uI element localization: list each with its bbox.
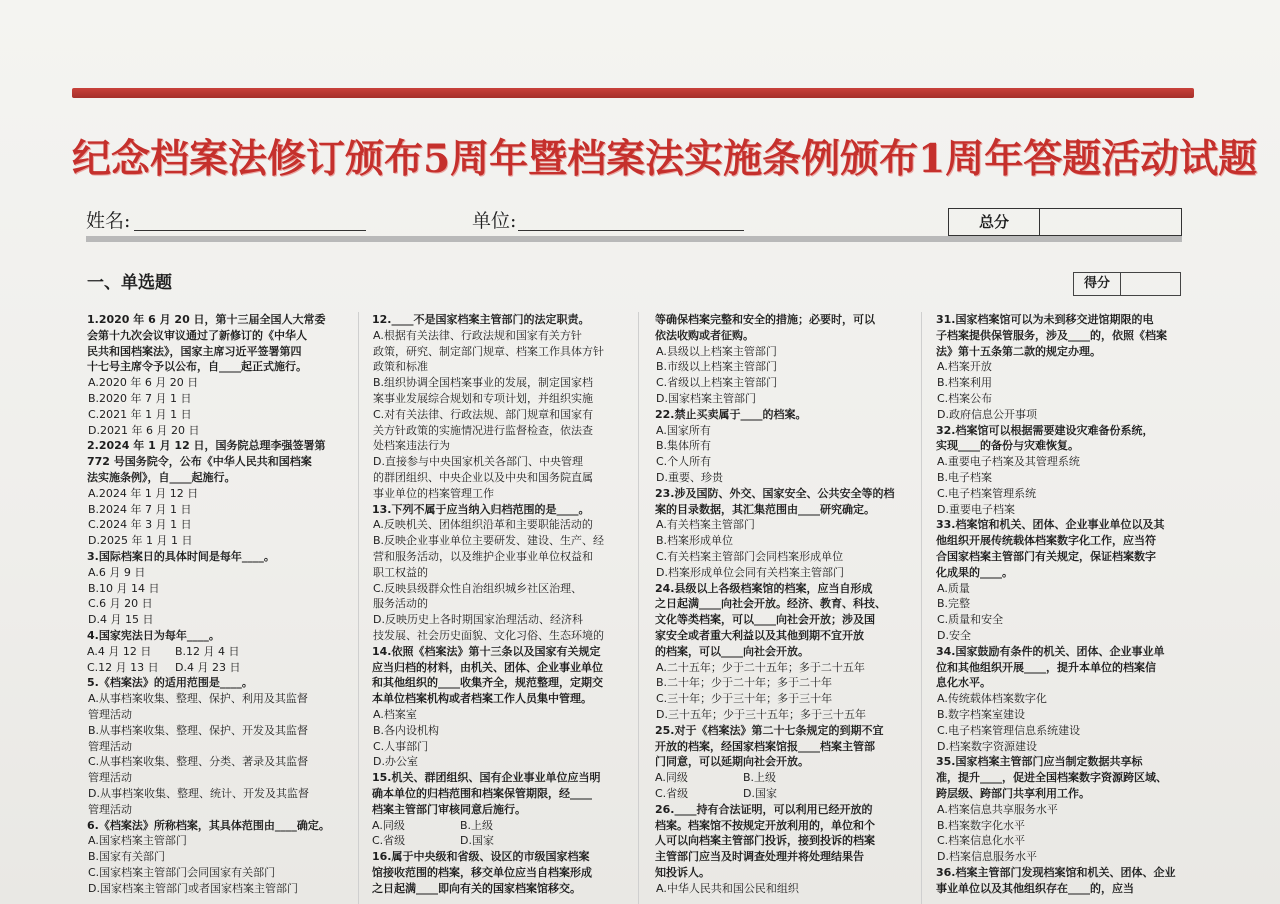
option-line: C.2024 年 3 月 1 日 — [88, 518, 192, 532]
column-divider — [921, 312, 922, 904]
option-line: A.传统载体档案数字化 — [937, 692, 1047, 706]
option-line: D.国家 — [743, 786, 777, 800]
question-line: 合国家档案主管部门有关规定，保证档案数字 — [936, 549, 1156, 563]
question-line: 馆接收范围的档案，移交单位应当自档案形成 — [372, 865, 592, 879]
option-line: 技发展、社会历史面貌、文化习俗、生态环境的 — [373, 628, 604, 642]
option-line: A.国家档案主管部门 — [88, 834, 187, 848]
question-line: 12.____不是国家档案主管部门的法定职责。 — [372, 313, 590, 326]
option-line: A.国家所有 — [656, 423, 711, 437]
option-line: D.三十五年；少于三十五年；多于三十五年 — [656, 707, 866, 721]
option-line: D.政府信息公开事项 — [937, 407, 1037, 421]
option-line: B.组织协调全国档案事业的发展，制定国家档 — [373, 376, 594, 390]
question-line: 772 号国务院令，公布《中华人民共和国档案 — [87, 455, 312, 469]
option-line: D.2025 年 1 月 1 日 — [88, 534, 193, 548]
option-line: A.档案开放 — [937, 360, 992, 374]
option-line: 服务活动的 — [373, 597, 428, 611]
question-line: 人可以向档案主管部门投诉，接到投诉的档案 — [655, 834, 875, 848]
option-line: A.质量 — [937, 581, 970, 595]
option-line: C.省级 — [372, 834, 406, 848]
option-line: B.反映企业事业单位主要研发、建设、生产、经 — [373, 534, 605, 548]
question-line: 位和其他组织开展____，提升本单位的档案信 — [936, 660, 1156, 674]
option-line: C.个人所有 — [656, 455, 712, 469]
question-line: 等确保档案完整和安全的措施；必要时，可以 — [655, 313, 875, 326]
option-line: C.从事档案收集、整理、分类、著录及其监督 — [88, 755, 309, 769]
option-line: 管理活动 — [88, 802, 132, 816]
option-line: D.2021 年 6 月 20 日 — [88, 423, 200, 437]
option-line: C.质量和安全 — [937, 613, 1004, 627]
option-line: B.完整 — [937, 597, 971, 611]
option-line: C.人事部门 — [373, 739, 429, 753]
option-line: C.档案信息化水平 — [937, 834, 1026, 848]
question-line: 门同意，可以延期向社会开放。 — [655, 755, 809, 769]
question-line: 案的目录数据，其汇集范围由____研究确定。 — [655, 502, 875, 516]
question-line: 1.2020 年 6 月 20 日，第十三届全国人大常委 — [87, 313, 326, 326]
header-divider — [86, 236, 1182, 242]
option-line: C.省级 — [655, 786, 689, 800]
option-line: B.10 月 14 日 — [88, 581, 160, 595]
option-line: C.反映县级群众性自治组织城乡社区治理、 — [373, 581, 583, 595]
question-line: 4.国家宪法日为每年____。 — [87, 628, 220, 642]
question-line: 民共和国档案法》，国家主席习近平签署第四 — [87, 344, 302, 358]
question-line: 化成果的____。 — [936, 565, 1013, 579]
option-line: D.反映历史上各时期国家治理活动、经济科 — [373, 613, 583, 627]
header-red-bar — [72, 88, 1194, 98]
option-line: A.二十五年；少于二十五年；多于二十五年 — [656, 660, 865, 674]
option-line: 营和服务活动，以及维护企业事业单位权益和 — [373, 549, 593, 563]
question-line: 15.机关、群团组织、国有企业事业单位应当明 — [372, 771, 601, 785]
option-line: A.根据有关法律、行政法规和国家有关方针 — [373, 328, 582, 342]
option-line: B.国家有关部门 — [88, 850, 166, 864]
question-line: 5.《档案法》的适用范围是____。 — [87, 676, 253, 690]
option-line: D.重要电子档案 — [937, 502, 1015, 516]
option-line: A.6 月 9 日 — [88, 565, 146, 579]
question-line: 文化等类档案，可以____向社会开放；涉及国 — [655, 613, 875, 627]
question-line: 22.禁止买卖属于____的档案。 — [655, 407, 807, 421]
question-column-1 — [87, 312, 345, 904]
question-line: 开放的档案，经国家档案馆报____档案主管部 — [655, 739, 875, 753]
question-line: 事业单位以及其他组织存在____的，应当 — [936, 881, 1134, 895]
name-label: 姓名: — [86, 210, 131, 232]
option-line: 管理活动 — [88, 771, 132, 785]
question-line: 33.档案馆和机关、团体、企业事业单位以及其 — [936, 518, 1165, 532]
option-line: B.市级以上档案主管部门 — [656, 360, 778, 374]
question-line: 准，提升____，促进全国档案数字资源跨区域、 — [936, 771, 1167, 785]
option-line: B.电子档案 — [937, 470, 993, 484]
option-line: C.有关档案主管部门会同档案形成单位 — [656, 549, 844, 563]
option-line: B.上级 — [460, 818, 494, 832]
option-line: A.重要电子档案及其管理系统 — [937, 455, 1080, 469]
option-line: A.2024 年 1 月 12 日 — [88, 486, 199, 500]
option-pair — [372, 833, 624, 849]
column-divider — [358, 312, 359, 904]
option-line: 政策，研究、制定部门规章、档案工作具体方针 — [373, 344, 604, 358]
option-line: C.三十年；少于三十年；多于三十年 — [656, 692, 833, 706]
option-pair — [655, 786, 911, 802]
option-line: B.12 月 4 日 — [175, 644, 240, 658]
option-line: A.4 月 12 日 — [87, 644, 152, 658]
question-line: 16.属于中央级和省级、设区的市级国家档案 — [372, 850, 590, 864]
question-line: 本单位档案机构或者档案工作人员集中管理。 — [372, 692, 592, 706]
question-line: 6.《档案法》所称档案，其具体范围由____确定。 — [87, 818, 330, 832]
option-line: C.省级以上档案主管部门 — [656, 376, 778, 390]
option-line: B.各内设机构 — [373, 723, 440, 737]
question-line: 家安全或者重大利益以及其他到期不宜开放 — [655, 628, 864, 642]
option-line: C.对有关法律、行政法规、部门规章和国家有 — [373, 407, 594, 421]
option-line: 职工权益的 — [373, 565, 428, 579]
option-line: D.国家 — [460, 834, 494, 848]
question-line: 他组织开展传统载体档案数字化工作，应当符 — [936, 534, 1156, 548]
option-line: C.2021 年 1 月 1 日 — [88, 407, 192, 421]
option-line: D.办公室 — [373, 755, 418, 769]
option-line: D.从事档案收集、整理、统计、开发及其监督 — [88, 786, 309, 800]
option-line: B.2024 年 7 月 1 日 — [88, 502, 192, 516]
option-line: D.重要、珍贵 — [656, 470, 723, 484]
unit-label: 单位: — [472, 210, 517, 232]
option-line: B.档案数字化水平 — [937, 818, 1026, 832]
unit-field-line[interactable] — [518, 230, 744, 231]
option-pair — [87, 660, 345, 676]
option-line: D.国家档案主管部门 — [656, 391, 756, 405]
option-line: B.档案利用 — [937, 376, 993, 390]
question-line: 23.涉及国防、外交、国家安全、公共安全等的档 — [655, 486, 895, 500]
option-line: C.国家档案主管部门会同国家有关部门 — [88, 865, 276, 879]
option-line: B.数字档案室建设 — [937, 707, 1026, 721]
question-line: 35.国家档案主管部门应当制定数据共享标 — [936, 755, 1143, 769]
question-line: 主管部门应当及时调查处理并将处理结果告 — [655, 850, 864, 864]
question-line: 子档案提供保管服务，涉及____的，依照《档案 — [936, 328, 1167, 342]
total-score-box — [948, 208, 1182, 236]
option-line: 事业单位的档案管理工作 — [373, 486, 494, 500]
option-line: D.国家档案主管部门或者国家档案主管部门 — [88, 881, 298, 895]
option-line: D.4 月 15 日 — [88, 613, 154, 627]
option-line: A.反映机关、团体组织沿革和主要职能活动的 — [373, 518, 593, 532]
option-line: 政策和标准 — [373, 360, 428, 374]
question-column-4 — [936, 312, 1200, 904]
option-line: B.上级 — [743, 771, 777, 785]
section-score-box — [1073, 272, 1181, 296]
question-line: 应当归档的材料，由机关、团体、企业事业单位 — [372, 660, 603, 674]
question-line: 13.下列不属于应当纳入归档范围的是____。 — [372, 502, 590, 516]
question-line: 32.档案馆可以根据需要建设灾难备份系统， — [936, 423, 1154, 437]
question-line: 25.对于《档案法》第二十七条规定的到期不宜 — [655, 723, 884, 737]
total-score-label: 总分 — [949, 209, 1040, 235]
question-line: 14.依照《档案法》第十三条以及国家有关规定 — [372, 644, 601, 658]
option-line: D.直接参与中央国家机关各部门、中央管理 — [373, 455, 583, 469]
option-line: C.电子档案管理信息系统建设 — [937, 723, 1081, 737]
question-column-3 — [655, 312, 911, 904]
option-pair — [655, 770, 911, 786]
option-line: D.档案信息服务水平 — [937, 850, 1037, 864]
option-line: B.2020 年 7 月 1 日 — [88, 391, 192, 405]
total-score-field[interactable] — [1040, 209, 1181, 235]
option-line: B.二十年；少于二十年；多于二十年 — [656, 676, 833, 690]
option-line: 的群团组织、中央企业以及中央和国务院直属 — [373, 470, 593, 484]
page-title: 纪念档案法修订颁布5周年暨档案法实施条例颁布1周年答题活动试题 — [72, 136, 1258, 182]
option-line: C.档案公布 — [937, 391, 993, 405]
question-line: 2.2024 年 1 月 12 日，国务院总理李强签署第 — [87, 439, 326, 453]
question-line: 26.____持有合法证明，可以利用已经开放的 — [655, 802, 873, 816]
question-line: 跨层级、跨部门共享利用工作。 — [936, 786, 1090, 800]
question-line: 法》第十五条第二款的规定办理。 — [936, 344, 1101, 358]
question-line: 24.县级以上各级档案馆的档案，应当自形成 — [655, 581, 873, 595]
option-line: B.档案形成单位 — [656, 534, 734, 548]
option-line: 管理活动 — [88, 739, 132, 753]
question-line: 之日起满____向社会开放。经济、教育、科技、 — [655, 597, 886, 611]
option-line: B.从事档案收集、整理、保护、开发及其监督 — [88, 723, 309, 737]
option-line: 管理活动 — [88, 707, 132, 721]
option-line: C.电子档案管理系统 — [937, 486, 1037, 500]
question-line: 确本单位的归档范围和档案保管期限，经____ — [372, 786, 592, 800]
section-score-label: 得分 — [1074, 273, 1121, 295]
question-line: 的档案，可以____向社会开放。 — [655, 644, 809, 658]
question-line: 和其他组织的____收集齐全，规范整理，定期交 — [372, 676, 603, 690]
column-divider — [638, 312, 639, 904]
option-line: C.12 月 13 日 — [87, 660, 159, 674]
option-line: A.2020 年 6 月 20 日 — [88, 376, 199, 390]
question-line: 36.档案主管部门发现档案馆和机关、团体、企业 — [936, 865, 1176, 879]
option-line: C.6 月 20 日 — [88, 597, 153, 611]
question-column-2 — [372, 312, 624, 904]
option-line: A.同级 — [655, 771, 688, 785]
option-line: 关方针政策的实施情况进行监督检查，依法查 — [373, 423, 593, 437]
option-line: D.档案数字资源建设 — [937, 739, 1037, 753]
option-pair — [372, 818, 624, 834]
option-line: A.从事档案收集、整理、保护、利用及其监督 — [88, 692, 308, 706]
question-line: 之日起满____即向有关的国家档案馆移交。 — [372, 881, 581, 895]
question-line: 依法收购或者征购。 — [655, 328, 754, 342]
question-line: 知投诉人。 — [655, 865, 710, 879]
question-line: 会第十九次会议审议通过了新修订的《中华人 — [87, 328, 307, 342]
question-line: 法实施条例》，自____起施行。 — [87, 470, 236, 484]
question-line: 档案。档案馆不按规定开放利用的，单位和个 — [655, 818, 875, 832]
option-pair — [87, 644, 345, 660]
option-line: 案事业发展综合规划和专项计划，并组织实施 — [373, 391, 593, 405]
option-line: A.同级 — [372, 818, 405, 832]
question-line: 实现____的备份与灾难恢复。 — [936, 439, 1079, 453]
section-title: 一、单选题 — [87, 273, 172, 293]
option-line: D.安全 — [937, 628, 971, 642]
option-line: A.县级以上档案主管部门 — [656, 344, 777, 358]
question-line: 31.国家档案馆可以为未到移交进馆期限的电 — [936, 313, 1154, 326]
question-line: 档案主管部门审核同意后施行。 — [372, 802, 526, 816]
option-line: A.中华人民共和国公民和组织 — [656, 881, 799, 895]
option-line: 处档案违法行为 — [373, 439, 450, 453]
question-line: 息化水平。 — [936, 676, 991, 690]
option-line: A.档案室 — [373, 707, 417, 721]
option-line: B.集体所有 — [656, 439, 712, 453]
question-line: 十七号主席令予以公布，自____起正式施行。 — [87, 360, 307, 374]
option-line: A.档案信息共享服务水平 — [937, 802, 1058, 816]
option-line: D.档案形成单位会同有关档案主管部门 — [656, 565, 844, 579]
option-line: D.4 月 23 日 — [175, 660, 241, 674]
section-score-field[interactable] — [1121, 273, 1180, 295]
question-line: 3.国际档案日的具体时间是每年____。 — [87, 549, 275, 563]
option-line: A.有关档案主管部门 — [656, 518, 755, 532]
name-field-line[interactable] — [134, 230, 366, 231]
question-line: 34.国家鼓励有条件的机关、团体、企业事业单 — [936, 644, 1165, 658]
